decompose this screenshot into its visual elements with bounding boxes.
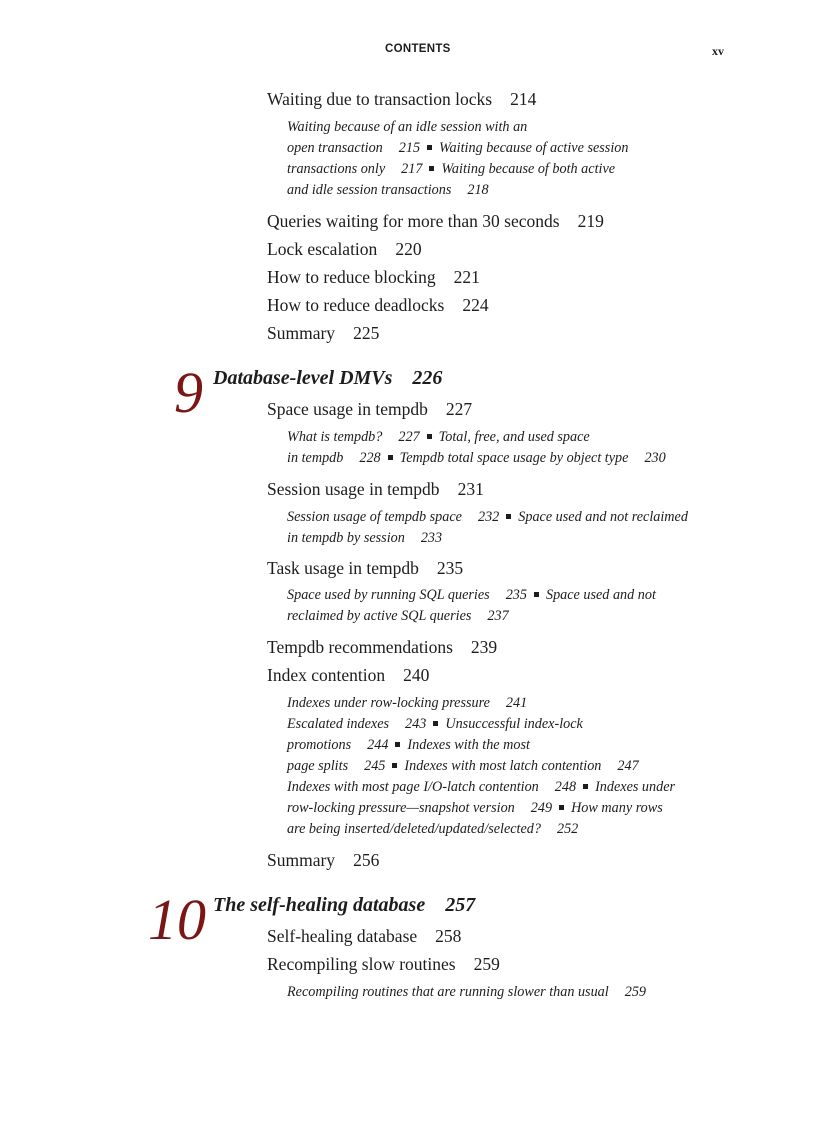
section-title: Tempdb recommendations	[267, 637, 453, 657]
section-page: 214	[510, 89, 537, 109]
subsection-text: in tempdb	[287, 450, 344, 466]
subsection-text: Indexes with most latch contention	[404, 758, 602, 774]
section-title: Self-healing database	[267, 926, 418, 946]
chapter-title-line[interactable]	[213, 367, 442, 390]
section-page: 231	[457, 479, 484, 499]
subsection-page: 243	[405, 716, 427, 732]
subsection-page: 248	[554, 779, 577, 795]
section-title: Summary	[267, 323, 336, 343]
subsection-page: 245	[364, 758, 386, 774]
subsection-page: 249	[530, 800, 553, 816]
subsection-text: Waiting because of active session	[439, 140, 629, 156]
subsection-page: 252	[556, 821, 579, 837]
section-page: 225	[353, 323, 380, 343]
subsection-text: Indexes under row-locking pressure	[287, 695, 490, 711]
subsection-page: 241	[505, 695, 528, 711]
section-page: 224	[462, 295, 489, 315]
subsection-text: Indexes under	[595, 779, 676, 795]
bullet-icon	[392, 763, 397, 768]
chapter-title: Database-level DMVs	[213, 367, 393, 389]
section-page: 220	[395, 239, 422, 259]
section-title: Lock escalation	[267, 239, 378, 259]
subsection-text: transactions only	[287, 161, 386, 177]
subsection-page: 217	[401, 161, 423, 177]
section-page: 259	[473, 954, 500, 974]
subsection-text: Waiting because of both active	[441, 161, 616, 177]
section-title-line	[267, 89, 536, 110]
chapter-page: 257	[445, 894, 476, 916]
subsection-page: 237	[487, 608, 509, 624]
section-page: 256	[353, 850, 380, 870]
bullet-icon	[534, 592, 539, 597]
section-page: 239	[470, 637, 498, 657]
subsection-text: Space used and not	[545, 587, 656, 603]
running-header-title: CONTENTS	[385, 43, 451, 55]
subsection-page: 218	[467, 182, 489, 198]
section-title: Waiting due to transaction locks	[267, 89, 493, 109]
subsection-page: 227	[398, 429, 420, 445]
section-page: 227	[445, 399, 473, 419]
bullet-icon	[506, 514, 511, 519]
chapter-title-line[interactable]	[213, 894, 475, 917]
toc-subsections	[287, 982, 646, 1003]
chapter-number: 10	[148, 887, 206, 952]
bullet-icon	[433, 721, 438, 726]
section-page: 221	[453, 267, 480, 287]
section-title: How to reduce deadlocks	[267, 295, 445, 315]
section-title: Space usage in tempdb	[267, 399, 428, 419]
subsection-text: reclaimed by active SQL queries	[287, 608, 472, 624]
section-title: Index contention	[267, 665, 386, 685]
subsection-text: Tempdb total space usage by object type	[399, 450, 629, 466]
subsection-page: 247	[617, 758, 639, 774]
chapter-number: 9	[174, 360, 203, 425]
section-page: 240	[403, 665, 430, 685]
subsection-text: Space used and not reclaimed	[518, 509, 688, 525]
section-title: Task usage in tempdb	[267, 558, 419, 578]
bullet-icon	[427, 145, 432, 150]
subsection-page: 233	[420, 530, 443, 546]
bullet-icon	[388, 455, 393, 460]
subsection-text: Space used by running SQL queries	[287, 587, 490, 603]
subsection-text: Session usage of tempdb space	[287, 509, 462, 525]
bullet-icon	[583, 784, 588, 789]
subsection-text: What is tempdb?	[287, 429, 383, 445]
subsection-text: Escalated indexes	[287, 716, 390, 732]
subsection-text: in tempdb by session	[287, 530, 405, 546]
toc-subsections	[287, 585, 656, 627]
subsection-text: Waiting because of an idle session with an	[287, 119, 528, 135]
subsection-text: Total, free, and used space	[438, 429, 590, 445]
subsection-page: 228	[359, 450, 381, 466]
bullet-icon	[427, 434, 432, 439]
chapter-page: 226	[412, 367, 443, 389]
section-page: 219	[577, 211, 604, 231]
section-title: How to reduce blocking	[267, 267, 436, 287]
subsection-text: Indexes with the most	[407, 737, 530, 753]
subsection-page: 259	[624, 984, 646, 1000]
section-title: Queries waiting for more than 30 seconds	[267, 211, 560, 231]
subsection-page: 215	[398, 140, 421, 156]
toc-subsections	[287, 693, 675, 840]
toc-subsections	[287, 427, 666, 469]
section-title: Summary	[267, 850, 336, 870]
subsection-text: Recompiling routines that are running slower than usual	[287, 984, 609, 1000]
toc-subsections	[287, 507, 688, 549]
bullet-icon	[395, 742, 400, 747]
subsection-text: Unsuccessful index-lock	[445, 716, 583, 732]
running-header-page-number: xv	[712, 44, 724, 58]
section-title: Recompiling slow routines	[267, 954, 456, 974]
chapter-title: The self-healing database	[213, 894, 426, 916]
section-page: 258	[435, 926, 462, 946]
subsection-text: and idle session transactions	[287, 182, 452, 198]
subsection-text: open transaction	[287, 140, 383, 156]
subsection-page: 230	[644, 450, 666, 466]
subsection-text: are being inserted/deleted/updated/selected?	[287, 821, 541, 837]
subsection-text: Indexes with most page I/O-latch contention	[287, 779, 539, 795]
toc-subsections	[287, 117, 628, 201]
subsection-page: 235	[505, 587, 527, 603]
subsection-text: How many rows	[571, 800, 663, 816]
subsection-page: 232	[477, 509, 500, 525]
subsection-text: row-locking pressure—snapshot version	[287, 800, 515, 816]
subsection-text: page splits	[287, 758, 349, 774]
section-title: Session usage in tempdb	[267, 479, 440, 499]
bullet-icon	[429, 166, 434, 171]
bullet-icon	[559, 805, 564, 810]
subsection-page: 244	[367, 737, 389, 753]
subsection-text: promotions	[287, 737, 352, 753]
section-page: 235	[436, 558, 464, 578]
